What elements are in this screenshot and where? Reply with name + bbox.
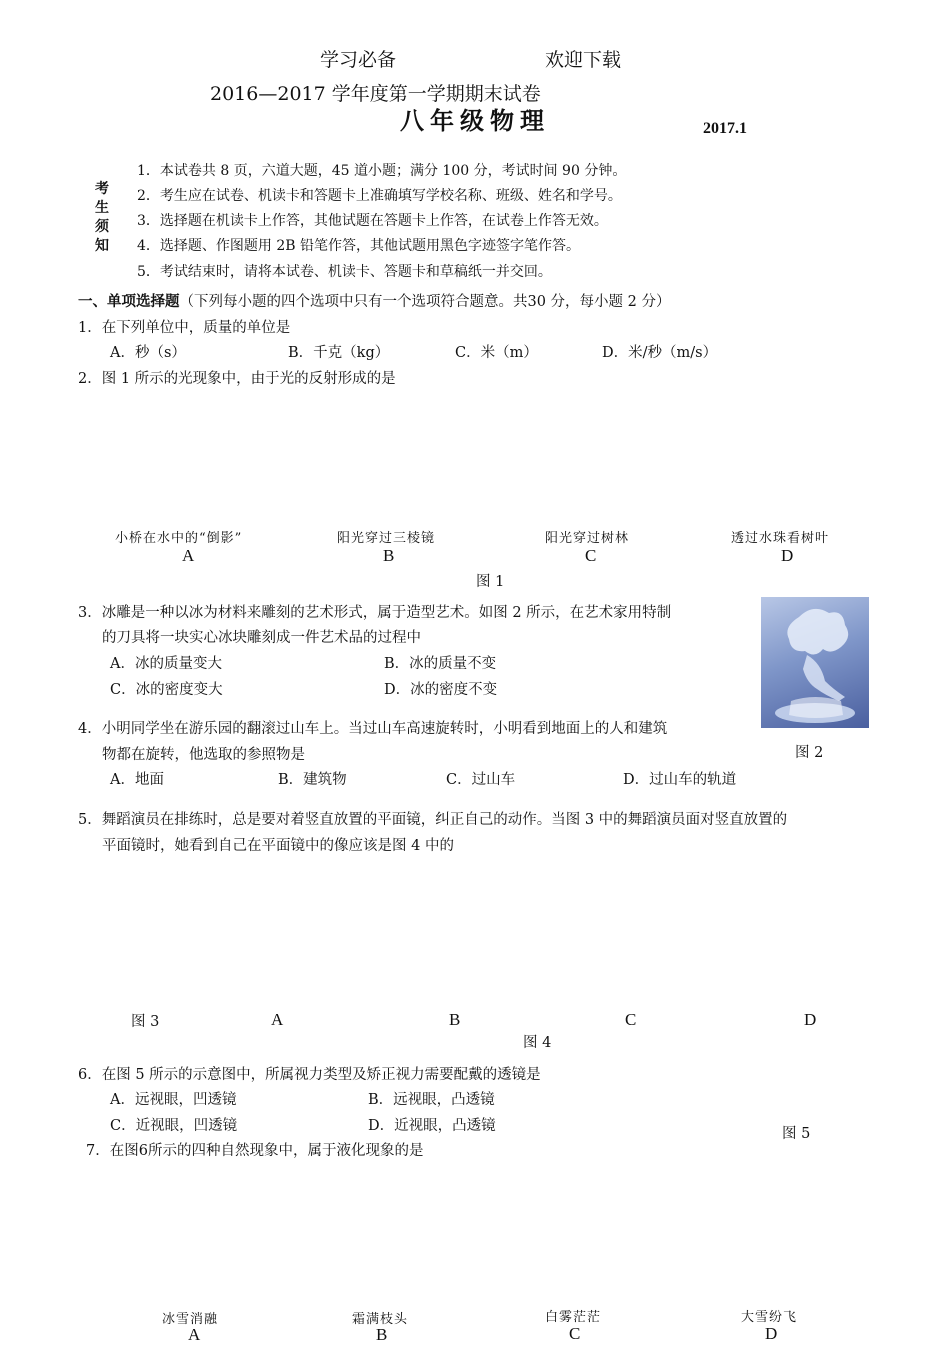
q7-letter-b: B (376, 1325, 388, 1344)
notice-item: 1．本试卷共 8 页，六道大题，45 道小题；满分 100 分，考试时间 90 分钟。 (137, 163, 627, 179)
exam-title: 2016—2017 学年度第一学期期末试卷 (210, 83, 541, 105)
q7-caption-a: 冰雪消融 (162, 1312, 219, 1327)
question-5-stem-line2: 平面镜时，她看到自己在平面镜中的像应该是图 4 中的 (102, 838, 454, 854)
q2-letter-d: D (781, 546, 794, 565)
q3-option-c: C．冰的密度变大 (110, 682, 223, 698)
figure-2-label: 图 2 (795, 745, 824, 761)
q7-letter-a: A (188, 1325, 201, 1344)
q2-caption-d: 透过水珠看树叶 (731, 531, 830, 546)
question-1-stem: 1．在下列单位中，质量的单位是 (78, 320, 291, 336)
figure-3-label: 图 3 (131, 1014, 160, 1030)
q4-option-b: B．建筑物 (278, 772, 347, 788)
question-6-stem: 6．在图 5 所示的示意图中，所属视力类型及矫正视力需要配戴的透镜是 (78, 1067, 541, 1083)
question-5-stem-line1: 5．舞蹈演员在排练时，总是要对着竖直放置的平面镜，纠正自己的动作。当图 3 中的舞蹈演员面对竖直放置的 (78, 812, 788, 828)
q6-option-c: C．近视眼，凹透镜 (110, 1118, 238, 1134)
question-2-stem: 2．图 1 所示的光现象中，由于光的反射形成的是 (78, 371, 396, 387)
exam-date: 2017.1 (703, 120, 747, 137)
q5-letter-b: B (449, 1010, 461, 1029)
q3-option-b: B．冰的质量不变 (384, 656, 497, 672)
q7-caption-c: 白雾茫茫 (545, 1310, 602, 1325)
q1-option-c: C．米（m） (455, 345, 538, 361)
q4-option-a: A．地面 (110, 772, 164, 788)
question-3-stem-line1: 3．冰雕是一种以冰为材料来雕刻的艺术形式，属于造型艺术。如图 2 所示，在艺术家用特制 (78, 605, 672, 621)
ice-sculpture-image (761, 597, 869, 728)
exam-subtitle: 八年级物理 (400, 106, 550, 135)
section-title: 一、单项选择题 (78, 293, 180, 310)
q1-option-d: D．米/秒（m/s） (602, 345, 718, 361)
question-7-stem: 7．在图6所示的四种自然现象中，属于液化现象的是 (86, 1143, 424, 1159)
q4-option-c: C．过山车 (446, 772, 516, 788)
question-4-stem-line2: 物都在旋转，他选取的参照物是 (102, 747, 305, 763)
q2-letter-b: B (383, 546, 395, 565)
q1-option-b: B．千克（kg） (288, 345, 390, 361)
q4-option-d: D．过山车的轨道 (623, 772, 737, 788)
q6-option-b: B．远视眼，凸透镜 (368, 1092, 495, 1108)
notice-label: 考 生 须 知 (95, 181, 109, 254)
q7-letter-c: C (569, 1324, 581, 1343)
ice-sculpture-drawing (761, 597, 869, 728)
section-heading (78, 290, 671, 311)
q6-option-d: D．近视眼，凸透镜 (368, 1118, 496, 1134)
notice-item: 5．考试结束时，请将本试卷、机读卡、答题卡和草稿纸一并交回。 (137, 264, 552, 280)
q5-letter-c: C (625, 1010, 637, 1029)
q5-letter-a: A (271, 1010, 284, 1029)
q2-caption-c: 阳光穿过树林 (545, 531, 630, 546)
q6-option-a: A．远视眼，凹透镜 (110, 1092, 237, 1108)
q3-option-a: A．冰的质量变大 (110, 656, 222, 672)
q5-letter-d: D (804, 1010, 817, 1029)
q3-option-d: D．冰的密度不变 (384, 682, 498, 698)
figure-1-label: 图 1 (476, 574, 505, 590)
q2-letter-c: C (585, 546, 597, 565)
figure-4-label: 图 4 (523, 1035, 552, 1051)
q7-letter-d: D (765, 1324, 778, 1343)
q1-option-a: A．秒（s） (110, 345, 186, 361)
notice-item: 3．选择题在机读卡上作答，其他试题在答题卡上作答，在试卷上作答无效。 (137, 213, 608, 229)
header-right: 欢迎下载 (545, 49, 622, 71)
question-4-stem-line1: 4．小明同学坐在游乐园的翻滚过山车上。当过山车高速旋转时，小明看到地面上的人和建筑 (78, 721, 668, 737)
notice-item: 2．考生应在试卷、机读卡和答题卡上准确填写学校名称、班级、姓名和学号。 (137, 188, 622, 204)
q7-caption-d: 大雪纷飞 (741, 1310, 798, 1325)
question-3-stem-line2: 的刀具将一块实心冰块雕刻成一件艺术品的过程中 (102, 630, 421, 646)
q2-caption-a: 小桥在水中的“倒影” (115, 531, 243, 546)
section-desc: （下列每小题的四个选项中只有一个选项符合题意。共30 分，每小题 2 分） (179, 294, 671, 310)
q2-caption-b: 阳光穿过三棱镜 (337, 531, 436, 546)
q7-caption-b: 霜满枝头 (352, 1312, 409, 1327)
q2-letter-a: A (182, 546, 195, 565)
figure-5-label: 图 5 (782, 1126, 811, 1142)
notice-item: 4．选择题、作图题用 2B 铅笔作答，其他试题用黑色字迹签字笔作答。 (137, 238, 581, 254)
header-left: 学习必备 (320, 49, 397, 71)
